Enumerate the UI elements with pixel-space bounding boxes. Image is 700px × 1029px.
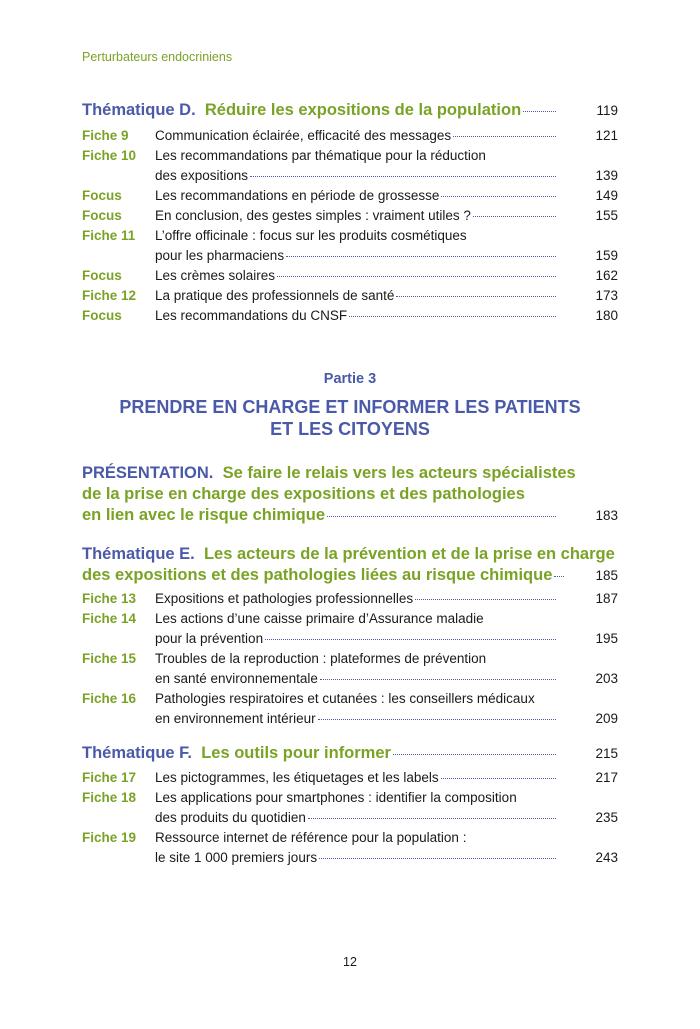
entry-body <box>155 788 618 828</box>
entry-line: Les applications pour smartphones : identifier la composition <box>155 790 517 805</box>
entry-label: Fiche 17 <box>82 770 137 785</box>
entry-label: Fiche 19 <box>82 830 137 845</box>
entry-title: La pratique des professionnels de santé <box>155 288 395 303</box>
toc-entry[interactable] <box>82 126 618 146</box>
presentation-last: en lien avec le risque chimique <box>82 506 326 524</box>
page-ref: 162 <box>595 268 618 283</box>
theme-e-last: des expositions et des pathologies liées au risque chimique <box>82 566 553 584</box>
entry-title: en santé environnementale <box>155 671 318 686</box>
theme-lead: Thématique D. <box>82 101 196 119</box>
page-ref: 183 <box>595 508 618 523</box>
entry-label: Fiche 12 <box>82 288 137 303</box>
theme-f-entries <box>82 768 618 868</box>
dot-leader <box>277 276 556 277</box>
entry-body <box>155 828 618 868</box>
theme-title: Les outils pour informer <box>201 744 391 762</box>
entry-label: Focus <box>82 208 122 223</box>
entry-body <box>155 589 618 609</box>
entry-title: pour la prévention <box>155 631 264 646</box>
theme-e-line1: Les acteurs de la prévention et de la prise en charge <box>203 545 615 563</box>
theme-lead: Thématique F. <box>82 744 193 762</box>
page-ref: 155 <box>595 208 618 223</box>
theme-f-heading[interactable] <box>82 743 618 764</box>
entry-title: des expositions <box>155 168 249 183</box>
entry-line: L’offre officinale : focus sur les produits cosmétiques <box>155 228 467 243</box>
entry-body <box>155 768 618 788</box>
entry-line: Pathologies respiratoires et cutanées : les conseillers médicaux <box>155 691 535 706</box>
dot-leader <box>308 818 556 819</box>
toc-entry[interactable] <box>82 828 618 868</box>
entry-line: Les recommandations par thématique pour la réduction <box>155 148 486 163</box>
entry-body <box>155 689 618 729</box>
page-ref: 180 <box>595 308 618 323</box>
dot-leader <box>319 858 556 859</box>
dot-leader <box>327 516 556 517</box>
toc-entry[interactable] <box>82 286 618 306</box>
theme-e-heading[interactable] <box>82 544 618 586</box>
entry-body <box>155 126 618 146</box>
entry-body <box>155 226 618 266</box>
theme-f-section <box>82 743 618 868</box>
toc-entry[interactable] <box>82 306 618 326</box>
presentation-heading[interactable] <box>82 463 618 526</box>
page-ref: 217 <box>595 770 618 785</box>
part-title <box>82 396 618 440</box>
entry-title: en environnement intérieur <box>155 711 316 726</box>
page-ref: 203 <box>595 671 618 686</box>
page-ref: 149 <box>595 188 618 203</box>
entry-label: Fiche 15 <box>82 651 137 666</box>
part-label: Partie 3 <box>323 371 377 387</box>
entry-label: Fiche 13 <box>82 591 137 606</box>
dot-leader <box>265 639 556 640</box>
toc-entry[interactable] <box>82 609 618 649</box>
entry-label: Focus <box>82 308 122 323</box>
entry-line: Les actions d’une caisse primaire d’Assurance maladie <box>155 611 484 626</box>
dot-leader <box>473 216 556 217</box>
entry-body <box>155 286 618 306</box>
entry-body <box>155 306 618 326</box>
dot-leader <box>393 754 556 755</box>
page-ref: 185 <box>595 568 618 583</box>
entry-label: Focus <box>82 188 122 203</box>
page-ref: 173 <box>595 288 618 303</box>
toc-entry[interactable] <box>82 266 618 286</box>
entry-label: Fiche 18 <box>82 790 137 805</box>
theme-e-section <box>82 544 618 729</box>
page-ref: 159 <box>595 248 618 263</box>
entry-title: Les crèmes solaires <box>155 268 276 283</box>
part-title-line1: PRENDRE EN CHARGE ET INFORMER LES PATIENTS <box>119 397 581 417</box>
page-ref: 119 <box>596 103 618 118</box>
entry-title: des produits du quotidien <box>155 810 306 825</box>
page-ref: 139 <box>595 168 618 183</box>
entry-line: Ressource internet de référence pour la population : <box>155 830 467 845</box>
dot-leader <box>286 256 556 257</box>
theme-d-entries <box>82 126 618 326</box>
theme-lead: Thématique E. <box>82 545 195 563</box>
page-ref: 215 <box>595 746 618 761</box>
dot-leader <box>250 176 556 177</box>
entry-title: Les recommandations du CNSF <box>155 308 348 323</box>
toc-entry[interactable] <box>82 788 618 828</box>
entry-title: le site 1 000 premiers jours <box>155 850 318 865</box>
dot-leader <box>318 719 556 720</box>
dot-leader <box>523 111 556 112</box>
page-number: 12 <box>343 955 357 969</box>
entry-title: pour les pharmaciens <box>155 248 285 263</box>
theme-d-section <box>82 100 618 326</box>
toc-entry[interactable] <box>82 589 618 609</box>
entry-body <box>155 266 618 286</box>
entry-label: Fiche 11 <box>82 228 136 243</box>
entry-body <box>155 146 618 186</box>
entry-line: Troubles de la reproduction : plateformes de prévention <box>155 651 487 666</box>
entry-body <box>155 649 618 689</box>
dot-leader <box>441 778 556 779</box>
page-ref: 209 <box>595 711 618 726</box>
entry-title: Communication éclairée, efficacité des messages <box>155 128 452 143</box>
entry-title: Expositions et pathologies professionnelles <box>155 591 414 606</box>
entry-label: Fiche 16 <box>82 691 137 706</box>
dot-leader <box>396 296 556 297</box>
entry-title: En conclusion, des gestes simples : vraiment utiles ? <box>155 208 471 223</box>
running-head: Perturbateurs endocriniens <box>82 50 233 64</box>
presentation-line1: Se faire le relais vers les acteurs spécialistes <box>222 464 576 482</box>
dot-leader <box>441 196 556 197</box>
page-ref: 195 <box>595 631 618 646</box>
theme-title: Réduire les expositions de la population <box>204 101 522 119</box>
toc-entry[interactable] <box>82 146 618 186</box>
page-ref: 243 <box>595 850 618 865</box>
page-ref: 187 <box>595 591 618 606</box>
presentation-section <box>82 463 618 526</box>
toc-entry[interactable] <box>82 768 618 788</box>
entry-title: Les pictogrammes, les étiquetages et les labels <box>155 770 439 785</box>
entry-body <box>155 609 618 649</box>
presentation-line2: de la prise en charge des expositions et des pathologies <box>82 485 525 503</box>
dot-leader <box>320 679 556 680</box>
theme-e-entries <box>82 589 618 729</box>
entry-label: Fiche 9 <box>82 128 129 143</box>
entry-label: Fiche 10 <box>82 148 137 163</box>
entry-body <box>155 186 618 206</box>
dot-leader <box>349 316 556 317</box>
toc-entry[interactable] <box>82 206 618 226</box>
entry-label: Fiche 14 <box>82 611 137 626</box>
toc-entry[interactable] <box>82 226 618 266</box>
dot-leader <box>554 576 564 577</box>
toc-entry[interactable] <box>82 186 618 206</box>
dot-leader <box>415 599 556 600</box>
entry-label: Focus <box>82 268 122 283</box>
part-title-line2: ET LES CITOYENS <box>270 419 430 439</box>
page-ref: 235 <box>595 810 618 825</box>
entry-body <box>155 206 618 226</box>
presentation-lead: PRÉSENTATION. <box>82 464 214 482</box>
theme-d-heading[interactable] <box>82 100 618 121</box>
page-ref: 121 <box>595 128 618 143</box>
toc-entry[interactable] <box>82 649 618 689</box>
toc-entry[interactable] <box>82 689 618 729</box>
entry-title: Les recommandations en période de grossesse <box>155 188 440 203</box>
dot-leader <box>453 136 556 137</box>
